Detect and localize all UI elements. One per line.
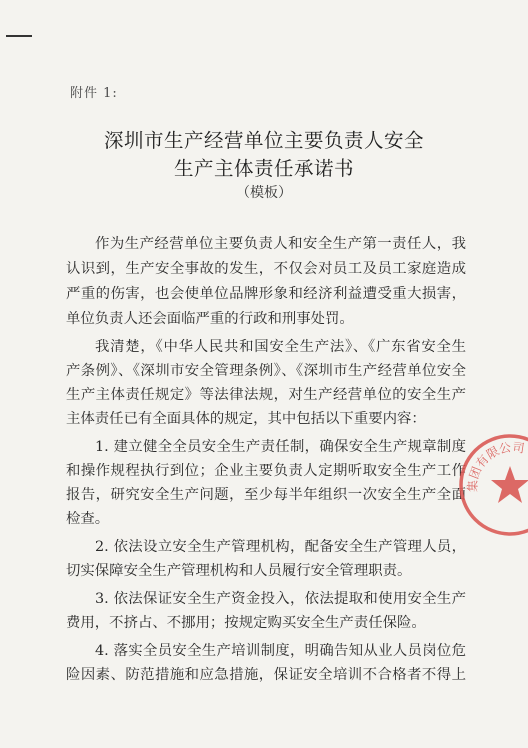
body-line: 报告，研究安全生产问题，至少每半年组织一次安全生产全面 bbox=[66, 487, 466, 503]
body-line: 产条例》、《深圳市安全管理条例》、《深圳市生产经营单位安全 bbox=[66, 363, 466, 379]
document-title-line-2: 生产主体责任承诺书 bbox=[173, 157, 354, 180]
corner-mark bbox=[6, 35, 32, 37]
body-line: 2. 依法设立安全生产管理机构，配备安全生产管理人员， bbox=[95, 539, 466, 555]
body-line: 认识到，生产安全事故的发生，不仅会对员工及员工家庭造成 bbox=[66, 261, 466, 277]
body-line: 我清楚，《中华人民共和国安全生产法》、《广东省安全生 bbox=[95, 339, 466, 355]
body-line: 切实保障安全生产管理机构和人员履行安全管理职责。 bbox=[66, 563, 412, 579]
seal-text-path: 集团有限公司 bbox=[465, 440, 526, 493]
body-line: 生产主体责任规定》等法律法规，对生产经营单位的安全生产 bbox=[66, 387, 466, 403]
body-line: 严重的伤害，也会使单位品牌形象和经济利益遭受重大损害， bbox=[66, 286, 466, 302]
body-line: 主体责任已有全面具体的规定，其中包括以下重要内容： bbox=[66, 411, 426, 427]
body-line: 4. 落实全员安全生产培训制度，明确告知从业人员岗位危 bbox=[95, 643, 466, 659]
body-line: 险因素、防范措施和应急措施，保证安全培训不合格者不得上 bbox=[66, 667, 466, 683]
body-line: 1. 建立健全全员安全生产责任制，确保安全生产规章制度 bbox=[95, 439, 466, 455]
seal-star bbox=[491, 466, 528, 503]
body-line: 和操作规程执行到位；企业主要负责人定期听取安全生产工作 bbox=[66, 463, 466, 479]
attachment-label: 附件 1: bbox=[70, 86, 118, 101]
body-line: 3. 依法保证安全生产资金投入，依法提取和使用安全生产 bbox=[95, 591, 466, 607]
body-line: 作为生产经营单位主要负责人和安全生产第一责任人，我 bbox=[95, 236, 466, 252]
document-subtitle: （模板） bbox=[236, 185, 292, 201]
body-line: 单位负责人还会面临严重的行政和刑事处罚。 bbox=[66, 311, 354, 327]
body-line: 检查。 bbox=[66, 511, 110, 527]
document-title-line-1: 深圳市生产经营单位主要负责人安全 bbox=[103, 129, 424, 152]
company-seal bbox=[455, 430, 528, 540]
body-line: 费用，不挤占、不挪用；按规定购买安全生产责任保险。 bbox=[66, 615, 426, 631]
